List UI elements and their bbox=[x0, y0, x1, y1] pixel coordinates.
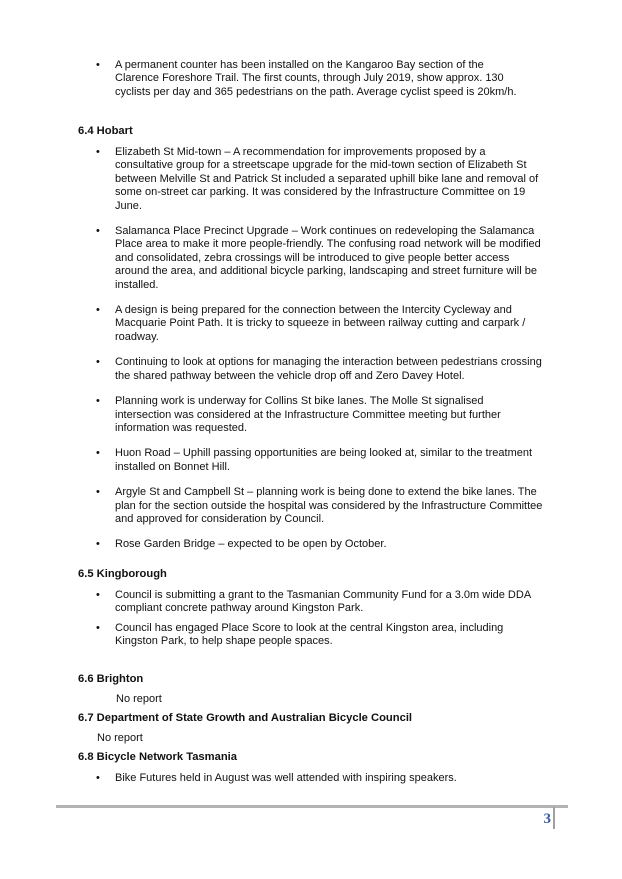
list-item-text: Elizabeth St Mid-town – A recommendation for improvements proposed by a consultative group for a streetscape upgrade for the mid-town section of Elizabeth St between Melville St and Patrick St included a separated uphill bike lane and removal of some on-street car parking. It was considered by the Infrastructure Committee on 19 June. bbox=[115, 146, 539, 212]
bullet-icon: • bbox=[96, 486, 100, 499]
hobart-bullet-list bbox=[0, 146, 568, 552]
list-item bbox=[0, 225, 568, 292]
list-item-text: Rose Garden Bridge – expected to be open by October. bbox=[115, 538, 387, 551]
bullet-icon: • bbox=[96, 304, 100, 317]
bullet-icon: • bbox=[96, 589, 100, 601]
bullet-icon: • bbox=[96, 538, 100, 551]
bullet-icon: • bbox=[96, 59, 100, 71]
list-item bbox=[0, 395, 568, 435]
bullet-icon: • bbox=[96, 772, 100, 784]
list-item bbox=[0, 304, 568, 344]
kingborough-bullet-list bbox=[0, 589, 568, 649]
bullet-icon: • bbox=[96, 621, 100, 634]
brighton-note: No report bbox=[116, 693, 162, 705]
list-item-text: A design is being prepared for the connection between the Intercity Cycleway and Macquarie Point Path. It is tricky to squeeze in between railway cutting and carpark / roadway. bbox=[115, 304, 526, 343]
list-item-text: Huon Road – Uphill passing opportunities are being looked at, similar to the treatment installed on Bonnet Hill. bbox=[115, 447, 533, 473]
bullet-icon: • bbox=[96, 447, 100, 460]
list-item bbox=[0, 772, 568, 785]
section-heading-bicycle-network: 6.8 Bicycle Network Tasmania bbox=[78, 751, 237, 763]
list-item bbox=[0, 447, 568, 474]
list-item-text: Argyle St and Campbell St – planning work is being done to extend the bike lanes. The plan for the section outside the hospital was considered by the Infrastructure Committee and approved for consideration by Council. bbox=[115, 486, 543, 525]
list-item bbox=[0, 486, 568, 526]
list-item-text: Bike Futures held in August was well attended with inspiring speakers. bbox=[115, 772, 457, 784]
list-item bbox=[0, 356, 568, 383]
list-item bbox=[0, 146, 568, 213]
footer-rule bbox=[56, 805, 568, 808]
bullet-icon: • bbox=[96, 225, 100, 238]
list-item-text: Planning work is underway for Collins St bike lanes. The Molle St signalised intersection was considered at the Infrastructure Committee meeting but further information was requested. bbox=[115, 395, 501, 434]
state-growth-note: No report bbox=[97, 732, 143, 744]
page-number: 3 bbox=[543, 811, 551, 827]
section-heading-state-growth: 6.7 Department of State Growth and Australian Bicycle Council bbox=[78, 712, 413, 724]
page-number-divider bbox=[553, 807, 555, 829]
bullet-icon: • bbox=[96, 356, 100, 369]
bullet-icon: • bbox=[96, 395, 100, 408]
section-heading-brighton: 6.6 Brighton bbox=[78, 673, 144, 685]
intro-bullet-list bbox=[0, 59, 568, 99]
list-item-text: Salamanca Place Precinct Upgrade – Work continues on redeveloping the Salamanca Place area to make it more people-friendly. The confusing road network will be modified and consolidated, zebra crossings will be introduced to give people better access around the area, and additional bicycle parking, landscaping and street furniture will be installed. bbox=[115, 225, 541, 291]
list-item bbox=[0, 538, 568, 551]
list-item-text: Continuing to look at options for managing the interaction between pedestrians crossing the shared pathway between the vehicle drop off and Zero Davey Hotel. bbox=[115, 356, 542, 382]
bicycle-network-bullet-list bbox=[0, 772, 568, 785]
bullet-icon: • bbox=[96, 146, 100, 158]
section-heading-hobart: 6.4 Hobart bbox=[78, 125, 133, 137]
section-heading-kingborough: 6.5 Kingborough bbox=[78, 568, 167, 580]
list-item bbox=[0, 622, 568, 649]
list-item bbox=[0, 589, 568, 616]
list-item bbox=[0, 59, 568, 99]
list-item-text: Council is submitting a grant to the Tasmanian Community Fund for a 3.0m wide DDA compliant concrete pathway around Kingston Park. bbox=[115, 589, 532, 615]
list-item-text: Council has engaged Place Score to look at the central Kingston area, including Kingston Park, to help shape people spaces. bbox=[115, 621, 504, 648]
list-item-text: A permanent counter has been installed on the Kangaroo Bay section of the Clarence Foreshore Trail. The first counts, through July 2019, show approx. 130 cyclists per day and 365 pedestrians on the path. Average cyclist speed is 20km/h. bbox=[115, 59, 517, 98]
